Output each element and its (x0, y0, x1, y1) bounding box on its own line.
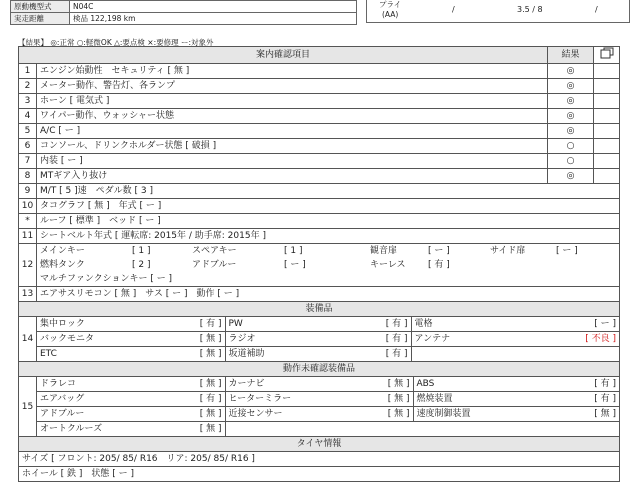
combustion-device-value: [ 有 ] (533, 392, 619, 407)
item-text: MTギア入り抜け (37, 169, 548, 184)
item-text: コンソール、ドリンクホルダー状態 [ 破損 ] (37, 139, 548, 154)
item-result: ◎ (548, 124, 594, 139)
antenna-label: アンテナ (411, 332, 531, 347)
vehicle-spec-table (10, 0, 357, 25)
tread-label: プライ (AA) (379, 0, 402, 19)
table-row: 5 A/C [ ー ] ◎ (19, 124, 620, 139)
copy-button[interactable] (594, 47, 620, 64)
fuel-tank-label: 燃料タンク (40, 260, 85, 270)
unconfirmed-section-title: 動作未確認装備品 (19, 362, 620, 377)
tread-value-2: 3.5 / 8 (517, 5, 543, 14)
car-navi-value: [ 無 ] (355, 377, 413, 392)
airbag-value: [ 有 ] (157, 392, 225, 407)
wheel-row (19, 467, 620, 482)
item-column-header: 案内確認項目 (19, 47, 548, 64)
item-result: ◎ (548, 94, 594, 109)
radio-value: [ 有 ] (343, 332, 411, 347)
dashcam-label: ドラレコ (37, 377, 157, 392)
table-row: 4 ワイパー動作、ウォッシャー状態 ◎ (19, 109, 620, 124)
radio-label: ラジオ (225, 332, 343, 347)
hill-assist-label: 坂道補助 (225, 347, 343, 362)
spare-key-label: スペアキー (192, 246, 237, 256)
item-result: ◎ (548, 109, 594, 124)
adblue-label: アドブルー (192, 260, 237, 270)
item-result: ◎ (548, 64, 594, 79)
item-text: ワイパー動作、ウォッシャー状態 (37, 109, 548, 124)
spare-key-value: [ 1 ] (284, 246, 303, 256)
power-mirror-label: 電格 (411, 317, 531, 332)
hill-assist-value: [ 有 ] (343, 347, 411, 362)
item-text: エンジン始動性 セキュリティ [ 無 ] (37, 64, 548, 79)
heated-mirror-label: ヒーターミラー (225, 392, 355, 407)
back-monitor-value: [ 無 ] (157, 332, 225, 347)
tire-size: サイズ [ フロント: 205/ 85/ R16 リア: 205/ 85/ R16 ] (19, 452, 620, 467)
table-row: 6 コンソール、ドリンクホルダー状態 [ 破損 ] ○ (19, 139, 620, 154)
table-row: 11 シートベルト年式 [ 運転席: 2015年 / 助手席: 2015年 ] (19, 229, 620, 244)
antenna-value: [ 不良 ] (531, 332, 619, 347)
adblue-value: [ ー ] (284, 260, 306, 270)
car-navi-label: カーナビ (225, 377, 355, 392)
abs-value: [ 有 ] (533, 377, 619, 392)
main-key-value: [ 1 ] (132, 246, 151, 256)
table-row: 13 エアサスリモコン [ 無 ] サス [ ー ] 動作 [ ー ] (19, 287, 620, 302)
combustion-device-label: 燃焼装置 (413, 392, 533, 407)
item-text: シートベルト年式 [ 運転席: 2015年 / 助手席: 2015年 ] (37, 229, 620, 244)
item-text: ホーン [ 電気式 ] (37, 94, 548, 109)
item-text: M/T [ 5 ]速 ペダル数 [ 3 ] (37, 184, 620, 199)
inspection-table (18, 46, 620, 482)
item-result: ○ (548, 139, 594, 154)
item-result: ○ (548, 154, 594, 169)
airbag-label: エアバッグ (37, 392, 157, 407)
speed-limiter-label: 速度制御装置 (413, 407, 533, 422)
equipment-grid (37, 317, 619, 361)
dashcam-value: [ 無 ] (157, 377, 225, 392)
side-door-label: サイド扉 (490, 246, 526, 256)
table-row: 9 M/T [ 5 ]速 ペダル数 [ 3 ] (19, 184, 620, 199)
table-row: 1 エンジン始動性 セキュリティ [ 無 ] ◎ (19, 64, 620, 79)
table-row: 10 タコグラフ [ 無 ] 年式 [ ー ] (19, 199, 620, 214)
table-row: 2 メーター動作、警告灯、各ランプ ◎ (19, 79, 620, 94)
result-column-header: 結果 (548, 47, 594, 64)
keyless-value: [ 有 ] (428, 260, 450, 270)
fuel-tank-value: [ 2 ] (132, 260, 151, 270)
main-key-label: メインキー (40, 246, 85, 256)
copy-icon (600, 47, 614, 59)
mileage-label: 実走距離 (11, 13, 70, 25)
keys-grid (37, 244, 619, 286)
adblue-eq-label: アドブルー (37, 407, 157, 422)
air-suspension-text: エアサスリモコン [ 無 ] サス [ ー ] 動作 [ ー ] (37, 287, 620, 302)
item-text: ルーフ [ 標準 ] ベッド [ ー ] (37, 214, 620, 229)
proximity-sensor-value: [ 無 ] (355, 407, 413, 422)
tire-tread-box (366, 0, 630, 23)
side-door-value: [ ー ] (556, 246, 578, 256)
multifunction-key: マルチファンクションキー [ ー ] (40, 274, 173, 284)
central-lock-label: 集中ロック (37, 317, 157, 332)
unconfirmed-row: 15 ドラレコ [ 無 ] カーナビ [ 無 ] ABS [ 有 ] エアバッグ [ 有 ] ヒーターミラー [ 無 ] 燃焼装置 [ 有 ] アドブルー [ 無 ] 近接センサー [ 無 ] 速度制御装置 [ 無 ] オートクルーズ [ 無 ] (19, 377, 620, 437)
proximity-sensor-label: 近接センサー (225, 407, 355, 422)
central-lock-value: [ 有 ] (157, 317, 225, 332)
mileage-value: 検品 122,198 km (70, 13, 357, 25)
wheel-info: ホイール [ 鉄 ] 状態 [ ー ] (19, 467, 620, 482)
pw-label: PW (225, 317, 343, 332)
auto-cruise-value: [ 無 ] (157, 422, 225, 437)
keys-row: 12 メインキー [ 1 ] スペアキー [ 1 ] 観音扉 [ ー ] サイド扉 [ ー ] 燃料タンク [ 2 ] アドブルー [ ー ] キーレス [ 有 ] マルチファンクションキー [ ー ] (19, 244, 620, 287)
power-mirror-value: [ ー ] (531, 317, 619, 332)
result-legend: 【結果】 ◎:正常 ○:軽微OK △:要点検 ×:要修理 ー:対象外 (18, 38, 214, 47)
back-monitor-label: バックモニタ (37, 332, 157, 347)
rear-door-label: 観音扉 (370, 246, 398, 256)
adblue-eq-value: [ 無 ] (157, 407, 225, 422)
tread-value-1: / (452, 5, 455, 14)
heated-mirror-value: [ 無 ] (355, 392, 413, 407)
tire-size-row (19, 452, 620, 467)
equipment-section-title: 装備品 (19, 302, 620, 317)
model-value: N04C (70, 1, 357, 13)
table-row: 8 MTギア入り抜け ◎ (19, 169, 620, 184)
auto-cruise-label: オートクルーズ (37, 422, 157, 437)
equipment-row: 14 集中ロック [ 有 ] PW [ 有 ] 電格 [ ー ] バックモニタ [ 無 ] ラジオ [ 有 ] アンテナ [ 不良 ] ETC [ 無 ] 坂道補助 [ 有 ] (19, 317, 620, 362)
item-text: タコグラフ [ 無 ] 年式 [ ー ] (37, 199, 620, 214)
keyless-label: キーレス (370, 260, 406, 270)
unconfirmed-grid (37, 377, 619, 436)
abs-label: ABS (413, 377, 533, 392)
etc-label: ETC (37, 347, 157, 362)
item-text: 内装 [ ー ] (37, 154, 548, 169)
etc-value: [ 無 ] (157, 347, 225, 362)
pw-value: [ 有 ] (343, 317, 411, 332)
table-row: * ルーフ [ 標準 ] ベッド [ ー ] (19, 214, 620, 229)
table-row: 7 内装 [ ー ] ○ (19, 154, 620, 169)
rear-door-value: [ ー ] (428, 246, 450, 256)
vehicle-header (10, 0, 630, 24)
item-text: メーター動作、警告灯、各ランプ (37, 79, 548, 94)
tread-value-3: / (595, 5, 598, 14)
speed-limiter-value: [ 無 ] (533, 407, 619, 422)
table-row: 3 ホーン [ 電気式 ] ◎ (19, 94, 620, 109)
item-result: ◎ (548, 169, 594, 184)
item-result: ◎ (548, 79, 594, 94)
model-label: 原動機型式 (11, 1, 70, 13)
item-text: A/C [ ー ] (37, 124, 548, 139)
tire-section-title: タイヤ情報 (19, 437, 620, 452)
